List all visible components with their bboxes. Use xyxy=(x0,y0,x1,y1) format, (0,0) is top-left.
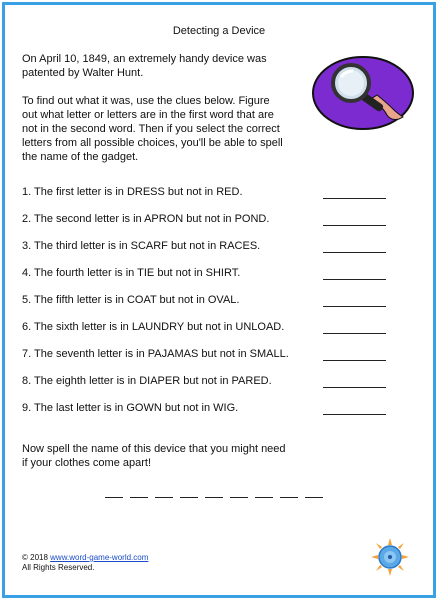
magnifying-glass-icon xyxy=(311,55,415,131)
clue-item: 1. The first letter is in DRESS but not in RED. xyxy=(22,186,243,198)
rights-text: All Rights Reserved. xyxy=(22,563,95,572)
clue-item: 3. The third letter is in SCARF but not in RACES. xyxy=(22,240,261,252)
answer-blank[interactable] xyxy=(323,360,386,361)
answer-blank[interactable] xyxy=(323,333,386,334)
clue-item: 2. The second letter is in APRON but not in POND. xyxy=(22,213,270,225)
intro-paragraph: On April 10, 1849, an extremely handy device was patented by Walter Hunt. xyxy=(22,53,267,79)
answer-blank[interactable] xyxy=(323,306,386,307)
letter-blank[interactable] xyxy=(255,497,273,498)
answer-blank[interactable] xyxy=(323,387,386,388)
letter-blank[interactable] xyxy=(105,497,123,498)
page-title: Detecting a Device xyxy=(172,25,266,37)
clue-item: 7. The seventh letter is in PAJAMAS but not in SMALL. xyxy=(22,348,289,360)
answer-blank[interactable] xyxy=(323,279,386,280)
letter-blank[interactable] xyxy=(230,497,248,498)
website-link[interactable]: www.word-game-world.com xyxy=(50,553,149,562)
instructions-paragraph: To find out what it was, use the clues below. Figure out what letter or letters are in the first word that are not in the second word. Then if you select the correct letters from all possible choices, you'll be able to spell the name of the gadget. xyxy=(22,95,283,163)
copyright-text: © 2018 xyxy=(22,553,51,562)
letter-blank[interactable] xyxy=(205,497,223,498)
worksheet-page xyxy=(2,2,436,598)
answer-blank[interactable] xyxy=(323,414,386,415)
answer-blank[interactable] xyxy=(323,252,386,253)
letter-blank[interactable] xyxy=(280,497,298,498)
copyright-line xyxy=(22,553,148,563)
word-answer-blanks[interactable] xyxy=(105,497,335,503)
letter-blank[interactable] xyxy=(305,497,323,498)
footer xyxy=(22,553,148,573)
final-prompt: Now spell the name of this device that you might need if your clothes come apart! xyxy=(22,443,286,469)
compass-badge-icon xyxy=(371,538,409,576)
clue-item: 8. The eighth letter is in DIAPER but not in PARED. xyxy=(22,375,272,387)
clue-item: 5. The fifth letter is in COAT but not in OVAL. xyxy=(22,294,240,306)
clue-item: 4. The fourth letter is in TIE but not in SHIRT. xyxy=(22,267,241,279)
answer-blank[interactable] xyxy=(323,225,386,226)
answer-blank[interactable] xyxy=(323,198,386,199)
letter-blank[interactable] xyxy=(155,497,173,498)
clue-item: 6. The sixth letter is in LAUNDRY but not in UNLOAD. xyxy=(22,321,285,333)
letter-blank[interactable] xyxy=(130,497,148,498)
clue-item: 9. The last letter is in GOWN but not in WIG. xyxy=(22,402,239,414)
letter-blank[interactable] xyxy=(180,497,198,498)
